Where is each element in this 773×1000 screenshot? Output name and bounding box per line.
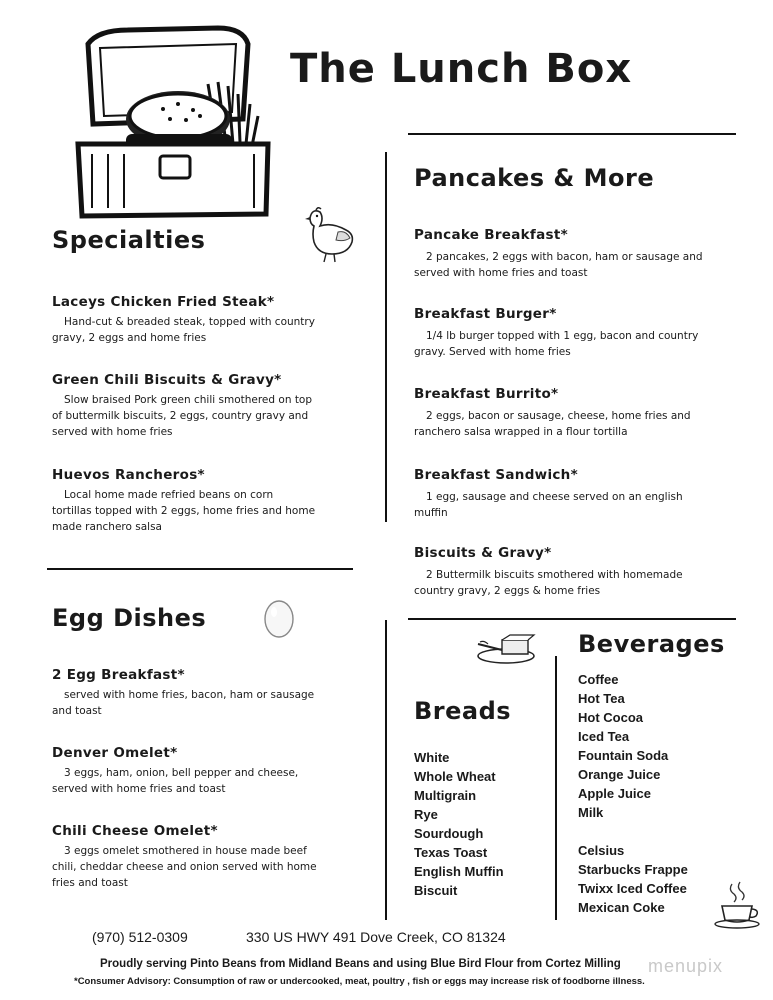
menu-item [52,745,362,797]
menu-item [414,545,744,599]
item-name: 2 Egg Breakfast* [52,667,185,683]
beverages-heading: Beverages [578,630,725,658]
divider-top-right [408,133,736,135]
list-item: White [414,750,450,765]
beverages-list [578,670,668,822]
list-item: Twixx Iced Coffee [578,881,687,896]
item-description: Hand-cut & breaded steak, topped with country gravy, 2 eggs and home fries [52,316,315,344]
list-item: Fountain Soda [578,748,669,763]
list-item: Multigrain [414,788,477,803]
menu-item [414,227,744,281]
list-item: Biscuit [414,883,458,898]
list-item: Mexican Coke [578,900,665,915]
list-item: Orange Juice [578,767,661,782]
address: 330 US HWY 491 Dove Creek, CO 81324 [246,929,506,945]
menu-item [52,372,362,440]
lunchbox-burger-illustration [68,24,278,224]
divider-beverages-vertical [555,656,557,920]
item-description: 1 egg, sausage and cheese served on an english muffin [414,491,683,519]
divider-center-vertical-lower [385,620,387,920]
pancakes-heading: Pancakes & More [414,164,655,192]
list-item: Rye [414,807,438,822]
menu-item [414,386,744,440]
phone-number: (970) 512-0309 [92,929,188,945]
list-item: Celsius [578,843,625,858]
coffee-cup-icon [712,880,764,932]
menu-item [52,667,362,719]
egg-icon [262,596,296,640]
list-item: Milk [578,805,604,820]
item-name: Breakfast Burger* [414,306,557,322]
menu-item [52,294,362,346]
breads-list [414,748,504,900]
item-description: Local home made refried beans on corn tortillas topped with 2 eggs, home fries and home made ranchero salsa [52,489,316,533]
item-description: 2 eggs, bacon or sausage, cheese, home fries and ranchero salsa wrapped in a flour tortilla [414,410,691,438]
list-item: Texas Toast [414,845,488,860]
item-name: Laceys Chicken Fried Steak* [52,294,275,310]
item-name: Breakfast Sandwich* [414,467,578,483]
divider-left-middle [47,568,353,570]
item-name: Huevos Rancheros* [52,467,205,483]
item-description: 2 pancakes, 2 eggs with bacon, ham or sausage and served with home fries and toast [414,251,703,279]
divider-center-vertical [385,152,387,522]
list-item: Whole Wheat [414,769,496,784]
item-description: 3 eggs, ham, onion, bell pepper and cheese, served with home fries and toast [52,767,299,795]
list-item: Sourdough [414,826,484,841]
item-description: 2 Buttermilk biscuits smothered with homemade country gravy, 2 eggs & home fries [414,569,683,597]
item-description: 1/4 lb burger topped with 1 egg, bacon and country gravy. Served with home fries [414,330,699,358]
beverages-list-extra [578,841,688,917]
menu-item [414,306,744,360]
list-item: Coffee [578,672,619,687]
item-name: Breakfast Burrito* [414,386,559,402]
chicken-icon [302,204,358,264]
breads-heading: Breads [414,697,512,725]
item-description: served with home fries, bacon, ham or sausage and toast [52,689,315,717]
item-name: Green Chili Biscuits & Gravy* [52,372,282,388]
watermark-logo: menupix [648,956,724,976]
list-item: Apple Juice [578,786,651,801]
bread-butter-icon [476,632,536,666]
list-item: Starbucks Frappe [578,862,688,877]
item-name: Biscuits & Gravy* [414,545,552,561]
divider-right-middle [408,618,736,620]
list-item: Hot Tea [578,691,625,706]
restaurant-title: The Lunch Box [290,46,633,92]
consumer-advisory: *Consumer Advisory: Consumption of raw or undercooked, meat, poultry , fish or eggs may increase risk of foodborne illness. [74,976,645,987]
item-name: Denver Omelet* [52,745,178,761]
item-name: Pancake Breakfast* [414,227,568,243]
menu-item [52,467,362,535]
item-description: 3 eggs omelet smothered in house made beef chili, cheddar cheese and onion served with home fries and toast [52,845,317,889]
menu-item [414,467,744,521]
list-item: English Muffin [414,864,504,879]
specialties-heading: Specialties [52,226,206,254]
item-name: Chili Cheese Omelet* [52,823,218,839]
menu-item [52,823,362,891]
list-item: Hot Cocoa [578,710,643,725]
sourcing-note: Proudly serving Pinto Beans from Midland Beans and using Blue Bird Flour from Cortez Milling [100,958,621,970]
egg-dishes-heading: Egg Dishes [52,604,207,632]
item-description: Slow braised Pork green chili smothered on top of buttermilk biscuits, 2 eggs, country gravy and served with home fries [52,394,313,438]
list-item: Iced Tea [578,729,630,744]
